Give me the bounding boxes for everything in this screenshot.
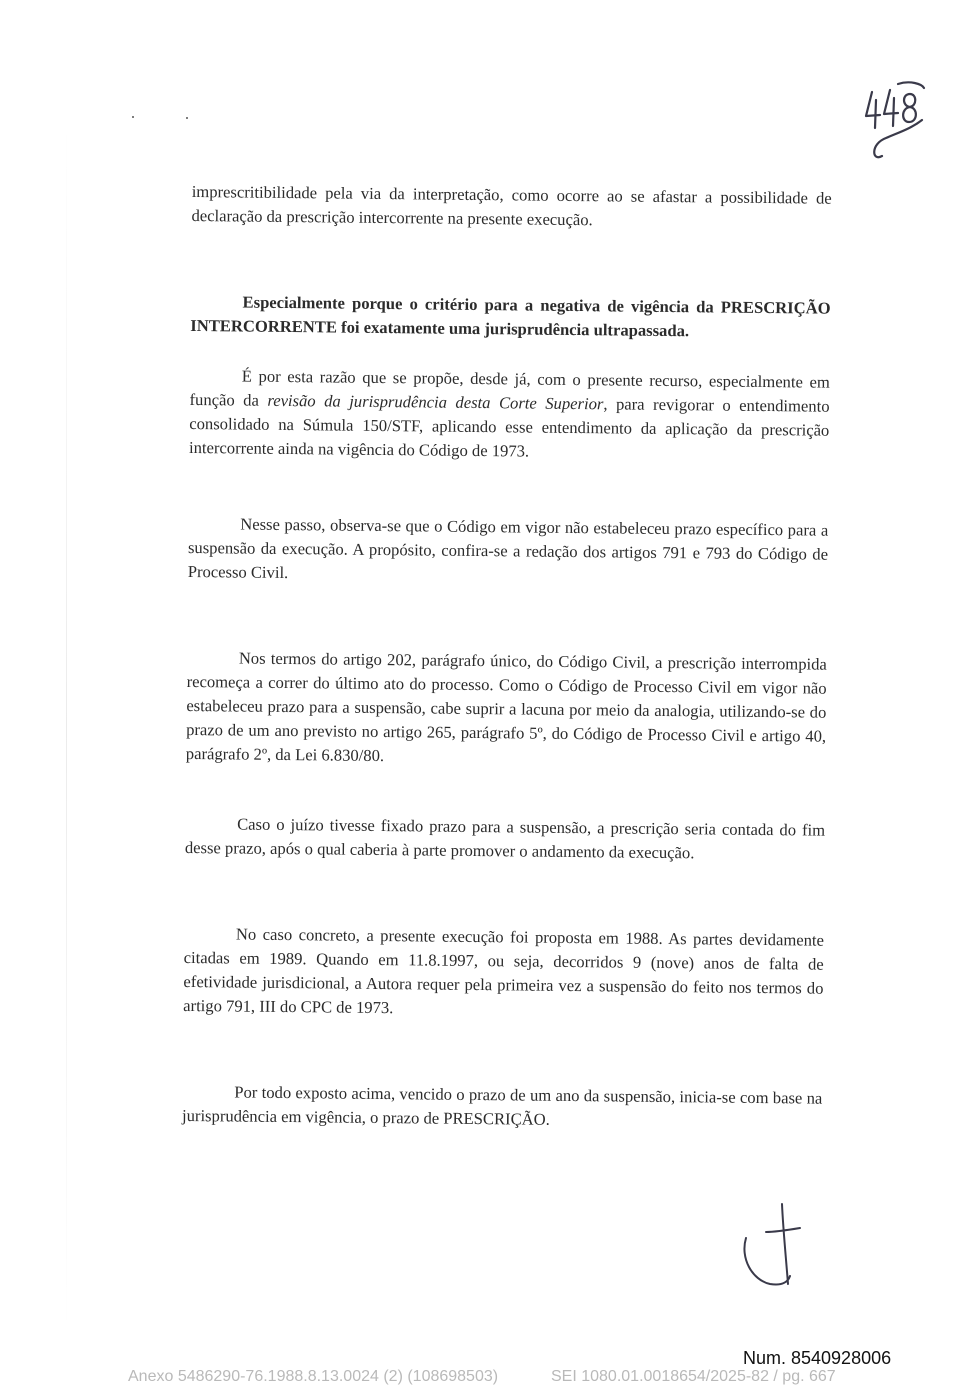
handwritten-page-number xyxy=(860,78,930,164)
footer-watermark xyxy=(0,1368,972,1390)
paragraph-6: Caso o juízo tivesse fixado prazo para a suspensão, a prescrição seria contada do fim desse prazo, após o qual caberia à parte promover o andamento da execução. xyxy=(184,814,826,863)
paragraph-3 xyxy=(189,364,830,467)
scan-speck xyxy=(132,116,134,118)
paragraph-4: Nesse passo, observa-se que o Código em vigor não estabeleceu prazo específico para a suspensão da execução. A propósito, confira-se a redação dos artigos 791 e 793 do Código de Processo Civil. xyxy=(187,514,829,583)
footer-sei-reference: SEI 1080.01.0018654/2025-82 / pg. 667 xyxy=(551,1368,836,1385)
paragraph-3-text-a: É por esta razão que se propõe, desde já, com o presente recurso, especialmente em função da xyxy=(189,366,830,410)
paragraph-3-italic: revisão da jurisprudência desta Corte Superior xyxy=(267,390,604,414)
paragraph-5: Nos termos do artigo 202, parágrafo único, do Código Civil, a prescrição interrompida recomeça a correr do último ato do processo. Como o Código de Processo Civil em vigor não estabeleceu prazo para a suspensão, cabe suprir a lacuna por meio da analogia, utilizando-se do prazo de um ano previsto no artigo 265, parágrafo 5º, do Código de Processo Civil e artigo 40, parágrafo 2º, da Lei 6.830/80. xyxy=(185,648,827,766)
paragraph-2: Especialmente porque o critério para a negativa de vigência da PRESCRIÇÃO INTERCORRENTE foi exatamente uma jurisprudência ultrapassada. xyxy=(190,292,831,341)
scan-page-edge xyxy=(66,120,67,1335)
scan-speck xyxy=(186,117,188,119)
paragraph-1: imprescritibilidade pela via da interpretação, como ocorre ao se afastar a possibilidade de declaração da prescrição intercorrente na presente execução. xyxy=(191,181,832,230)
paragraph-3-text-b: , para revigorar o entendimento consolidado na Súmula 150/STF, aplicando esse entendimento da aplicação da prescrição intercorrente ainda na vigência do Código de 1973. xyxy=(188,394,830,461)
paragraph-7: No caso concreto, a presente execução foi proposta em 1988. As partes devidamente citadas em 1989. Quando em 11.8.1997, ou seja, decorridos 9 (nove) anos de falta de efetividade jurisdicional, a Autora requer pela primeira vez a suspensão do feito nos termos do artigo 791, III do CPC de 1973. xyxy=(183,924,825,1018)
footer-annex-reference: Anexo 5486290-76.1988.8.13.0024 (2) (108698503) xyxy=(128,1368,499,1385)
document-number: Num. 8540928006 xyxy=(743,1348,892,1368)
handwritten-signature xyxy=(736,1198,806,1292)
document-body xyxy=(182,168,832,1135)
paragraph-8: Por todo exposto acima, vencido o prazo de um ano da suspensão, inicia-se com base na jurisprudência em vigência, o prazo de PRESCRIÇÃO. xyxy=(181,1082,823,1129)
